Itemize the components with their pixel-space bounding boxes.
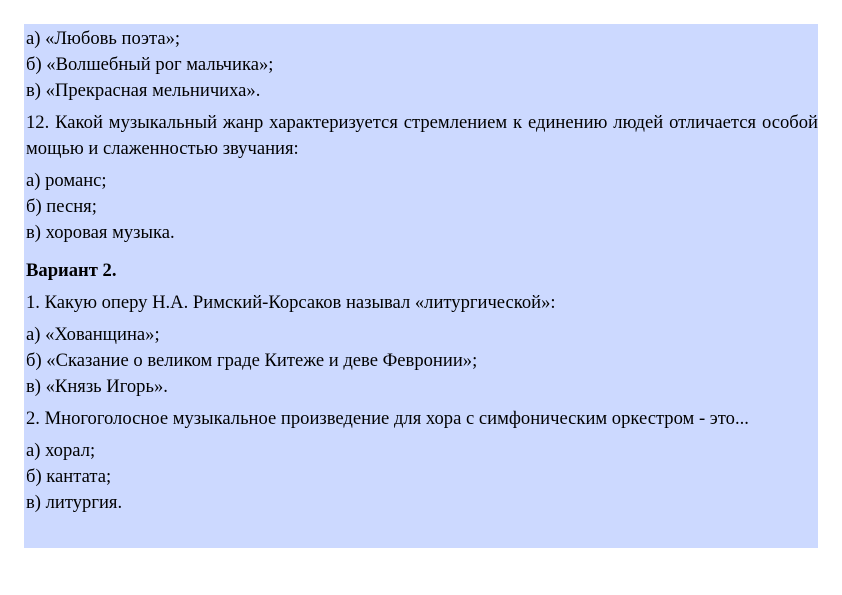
answer-option: в) литургия. (26, 492, 123, 513)
question-1: 1. Какую оперу Н.А. Римский-Корсаков называл «литургической»: (26, 292, 556, 313)
answer-option: б) песня; (26, 196, 97, 217)
question-12: 12. Какой музыкальный жанр характеризуется стремлением к единению людей отличается особой мощью и слаженностью звучания: (26, 112, 818, 159)
answer-option: б) «Волшебный рог мальчика»; (26, 54, 274, 75)
text-panel (24, 24, 818, 548)
answer-option: б) «Сказание о великом граде Китеже и деве Февронии»; (26, 350, 478, 371)
answer-option: в) «Князь Игорь». (26, 376, 168, 397)
answer-option: б) кантата; (26, 466, 112, 487)
answer-option: в) «Прекрасная мельничиха». (26, 80, 261, 101)
answer-option: а) романс; (26, 170, 107, 191)
question-2: 2. Многоголосное музыкальное произведение для хора с симфоническим оркестром - это... (26, 408, 749, 429)
answer-option: а) «Хованщина»; (26, 324, 160, 345)
answer-option: а) хорал; (26, 440, 96, 461)
answer-option: в) хоровая музыка. (26, 222, 175, 243)
variant-heading: Вариант 2. (26, 260, 117, 281)
answer-option: а) «Любовь поэта»; (26, 28, 181, 49)
